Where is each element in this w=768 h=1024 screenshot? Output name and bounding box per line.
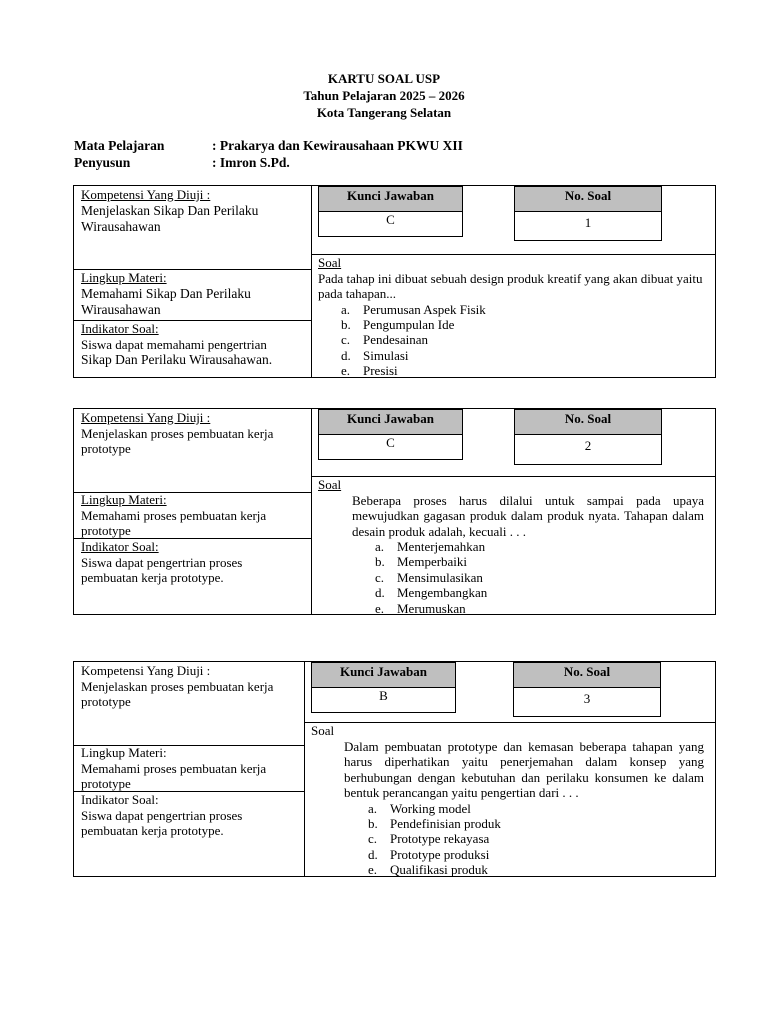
kompetensi-label: Kompetensi Yang Diuji : — [81, 410, 211, 425]
doc-city: Kota Tangerang Selatan — [316, 105, 452, 120]
indikator-label: Indikator Soal: — [81, 792, 159, 807]
question-card-1 — [73, 185, 716, 378]
indikator-block — [81, 539, 309, 586]
kompetensi-text: Menjelaskan proses pembuatan kerja prototype — [81, 678, 274, 709]
no-soal-box — [514, 409, 662, 465]
kunci-jawaban-box — [311, 662, 456, 713]
indikator-label: Indikator Soal: — [81, 321, 159, 336]
subject-value: : Prakarya dan Kewirausahaan PKWU XII — [212, 138, 463, 153]
option-c: c. Pendesainan — [341, 332, 428, 348]
kompetensi-block — [81, 187, 307, 235]
kunci-jawaban-value: C — [386, 435, 395, 450]
no-soal-box — [513, 662, 661, 717]
option-c: c. Mensimulasikan — [375, 569, 483, 585]
no-soal-label: No. Soal — [515, 187, 661, 212]
soal-label: Soal — [318, 477, 342, 492]
kunci-jawaban-label: Kunci Jawaban — [319, 410, 462, 435]
soal-label: Soal — [311, 723, 335, 738]
kompetensi-block — [81, 663, 301, 710]
lingkup-block — [81, 745, 301, 792]
option-e: e. Presisi — [341, 363, 398, 379]
option-e: e. Qualifikasi produk — [368, 862, 488, 878]
kompetensi-text: Menjelaskan proses pembuatan kerja prototype — [81, 425, 274, 456]
doc-year: Tahun Pelajaran 2025 – 2026 — [303, 88, 465, 103]
kunci-jawaban-value: C — [386, 212, 395, 227]
lingkup-label: Lingkup Materi: — [81, 270, 167, 285]
kompetensi-block — [81, 410, 307, 457]
option-d: d. Simulasi — [341, 347, 409, 363]
option-d: d. Prototype produksi — [368, 846, 490, 862]
option-a: a. Working model — [368, 800, 471, 816]
soal-question: Pada tahap ini dibuat sebuah design produk kreatif yang akan dibuat yaitu pada tahapan... — [318, 270, 703, 301]
kompetensi-label: Kompetensi Yang Diuji : — [81, 187, 211, 202]
soal-label: Soal — [318, 255, 342, 270]
lingkup-label: Lingkup Materi: — [81, 745, 167, 760]
indikator-label: Indikator Soal: — [81, 539, 159, 554]
indikator-text-2: Sikap Dan Perilaku Wirausahawan. — [81, 352, 273, 367]
kunci-jawaban-label: Kunci Jawaban — [312, 663, 455, 688]
no-soal-box — [514, 186, 662, 241]
lingkup-block — [81, 492, 307, 539]
indikator-text-1: Siswa dapat pengertrian proses — [81, 554, 243, 570]
indikator-block — [81, 321, 309, 368]
lingkup-text: Memahami proses pembuatan kerja prototype — [81, 507, 267, 538]
lingkup-block — [81, 270, 307, 318]
question-card-3 — [73, 661, 716, 877]
indikator-text-2: pembuatan kerja prototype. — [81, 570, 224, 585]
no-soal-label: No. Soal — [514, 663, 660, 688]
kunci-jawaban-label: Kunci Jawaban — [319, 187, 462, 212]
no-soal-value: 2 — [584, 438, 592, 453]
option-a: a. Perumusan Aspek Fisik — [341, 301, 486, 317]
soal-block — [311, 723, 708, 877]
soal-block — [318, 255, 708, 378]
soal-options — [375, 539, 708, 616]
no-soal-value: 1 — [584, 215, 592, 230]
option-b: b. Pengumpulan Ide — [341, 316, 455, 332]
soal-question: Dalam pembuatan prototype dan kemasan beberapa tahapan yang harus diperhatikan yaitu penerjemahan dalam konsep yang berhubungan dengan kebutuhan dan perilaku konsumen ke dalam bentuk perancangan yaitu pengertian dari . . . — [344, 738, 704, 800]
kompetensi-label: Kompetensi Yang Diuji : — [81, 663, 211, 678]
question-card-2 — [73, 408, 716, 615]
soal-block — [318, 477, 708, 616]
kunci-jawaban-value: B — [379, 688, 388, 703]
lingkup-label: Lingkup Materi: — [81, 492, 167, 507]
soal-options — [341, 302, 708, 379]
author-value: : Imron S.Pd. — [212, 155, 290, 170]
indikator-text-1: Siswa dapat pengertrian proses — [81, 807, 243, 823]
soal-options — [368, 801, 708, 878]
lingkup-text: Memahami proses pembuatan kerja prototype — [81, 760, 267, 791]
subject-label: Mata Pelajaran — [74, 138, 165, 153]
option-c: c. Prototype rekayasa — [368, 831, 490, 847]
lingkup-text: Memahami Sikap Dan Perilaku Wirausahawan — [81, 285, 251, 317]
kunci-jawaban-box — [318, 409, 463, 460]
indikator-block — [81, 792, 303, 839]
doc-title: KARTU SOAL USP — [327, 71, 441, 86]
option-d: d. Mengembangkan — [375, 585, 488, 601]
kompetensi-text: Menjelaskan Sikap Dan Perilaku Wirausahawan — [81, 202, 259, 234]
kunci-jawaban-box — [318, 186, 463, 237]
option-b: b. Pendefinisian produk — [368, 815, 501, 831]
indikator-text-2: pembuatan kerja prototype. — [81, 823, 224, 838]
option-e: e. Merumuskan — [375, 600, 466, 616]
no-soal-value: 3 — [583, 691, 591, 706]
no-soal-label: No. Soal — [515, 410, 661, 435]
option-a: a. Menterjemahkan — [375, 539, 486, 554]
option-b: b. Memperbaiki — [375, 554, 468, 570]
author-label: Penyusun — [74, 155, 131, 170]
soal-question: Beberapa proses harus dilalui untuk sampai pada upaya mewujudkan gagasan produk dalam produk nyata. Tahapan dalam desain produk adalah, kecuali . . . — [352, 492, 704, 539]
indikator-text-1: Siswa dapat memahami pengertrian — [81, 336, 267, 352]
